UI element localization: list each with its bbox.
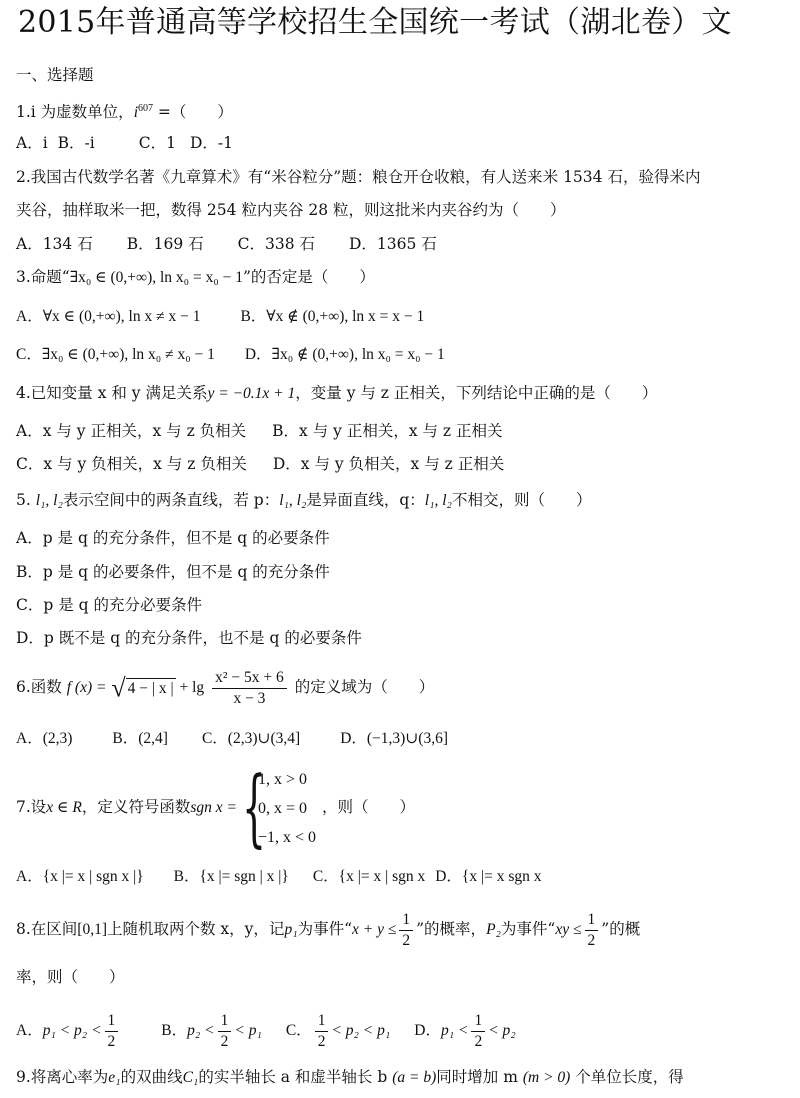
q1-stem-b: =（ ） [153,103,233,122]
q6-stem-b: 的定义域为（ ） [294,678,435,696]
q6-frac-num: x² − 5x + 6 [212,668,287,689]
q4-option-c: C．x 与 y 负相关，x 与 z 负相关 [16,455,247,473]
q3-option-a: A．∀x ∈ (0,+∞), ln x ≠ x − 1 [16,308,201,325]
q8-option-c-label: C． [285,1022,312,1039]
q8-option-d-right: < p₂ [488,1022,516,1039]
q1-stem-a: 1.i 为虚数单位， [16,103,134,122]
question-3 [16,266,375,289]
q7-options [16,866,542,888]
q8-option-b [161,1011,262,1050]
q8-option-c [285,1011,391,1050]
q7-stem-b: ，定义符号函数 [81,798,191,816]
q5-stem-c: 是异面直线，q： [306,491,425,509]
q5-option-b: B．p 是 q 的必要条件，但不是 q 的充分条件 [16,563,330,581]
q8-option-b-half-num: 1 [218,1011,232,1032]
q7-case-3: −1, x < 0 [257,828,316,846]
q5-stem-a: 5. [16,491,36,509]
q6-sqrt: √ 4 − | x | [111,673,174,703]
q6-option-d: D．(−1,3)∪(3,6] [340,730,449,747]
q4-stem-b: ，变量 y 与 z 正相关，下列结论中正确的是（ ） [295,384,658,402]
q6-frac-den: x − 3 [233,689,266,707]
q6-fraction [212,668,287,709]
q8-options [16,1008,516,1054]
question-6 [16,664,434,711]
q9-cond-2: (m > 0) [522,1069,571,1086]
q8-p1: p₁ [284,921,298,938]
q8-option-b-right: < p₁ [234,1022,262,1039]
q8-stem-c: 为事件“ [297,920,353,938]
q3-option-d: D．∃x₀ ∉ (0,+∞), ln x₀ = x₀ − 1 [244,346,445,363]
q2-option-a: A．134 石 [16,235,93,253]
q7-piecewise [241,757,322,856]
q8-option-d [414,1011,516,1050]
q5-expr-3: l₁, l₂ [424,492,452,509]
question-8 [16,906,640,953]
q8-stem-e: 为事件“ [500,920,556,938]
q7-option-a: A．{x |= x | sgn x |} [16,868,144,885]
q9-stem-a: 9.将离心率为 [16,1068,109,1086]
q6-sqrt-inner: 4 − | x | [127,679,174,697]
q9-stem-e: 个单位长度，得 [575,1068,684,1086]
q9-stem-b: 的双曲线 [120,1068,183,1086]
q7-case-2: 0, x = 0 [257,799,307,817]
q2-options [16,233,437,255]
q3-stem-b: ”的否定是（ ） [242,268,375,286]
q7-expr-2: sgn x = [190,799,238,816]
q5-stem-b: 表示空间中的两条直线，若 p： [62,491,280,509]
q3-option-b: B．∀x ∉ (0,+∞), ln x = x − 1 [240,308,425,325]
q8-line-2: 率，则（ ） [16,968,125,986]
q8-half-1-den: 2 [402,931,411,949]
q7-option-c: C．{x |= x | sgn x [312,868,426,885]
q8-option-d-left: p₁ < [440,1022,469,1039]
q5-option-c: C．p 是 q 的充分必要条件 [16,596,202,614]
q4-option-d: D．x 与 y 负相关，x 与 z 正相关 [272,455,505,473]
q5-option-a: A．p 是 q 的充分条件，但不是 q 的必要条件 [16,529,330,547]
q1-option-b: B．-i [57,134,95,152]
q4-stem-a: 4.已知变量 x 和 y 满足关系 [16,384,208,402]
section-heading: 一、选择题 [16,66,94,84]
q8-option-a-half [105,1011,119,1052]
q1-expr-base: i [133,104,138,122]
q6-fx: f (x) = [66,679,107,696]
q7-expr-1: x ∈ R [46,799,82,816]
question-1 [16,98,233,124]
q8-stem-f: ”的概 [601,920,641,938]
q6-plus-lg: + lg [175,679,205,696]
q6-option-a: A．(2,3) [16,730,73,747]
question-4 [16,382,657,405]
q6-options [16,728,448,750]
q8-half-1 [399,910,413,951]
q3-options-cd [16,344,445,366]
q8-stem-b: 上随机取两个数 x，y，记 [107,920,285,938]
q1-option-d: D．-1 [189,134,234,152]
q5-stem-d: 不相交，则（ ） [451,491,592,509]
question-5 [16,489,591,512]
q9-c1: C₁ [182,1069,199,1086]
q2-line-2: 夹谷，抽样取米一把，数得 254 粒内夹谷 28 粒，则这批米内夹谷约为（ ） [16,201,566,219]
q8-option-d-label: D． [414,1022,441,1039]
q8-interval: [0,1] [77,921,107,938]
q7-case-1: 1, x > 0 [257,770,307,788]
q8-event-1: x + y ≤ [352,921,397,938]
q7-option-d: D．{x |= x sgn x [435,868,542,885]
q6-option-c: C．(2,3)∪(3,4] [201,730,301,747]
q4-option-b: B．x 与 y 正相关，x 与 z 正相关 [272,422,503,440]
q9-stem-d: 同时增加 m [436,1068,518,1086]
q1-option-c: C．1 [138,134,176,152]
q5-expr-1: l₁, l₂ [35,492,63,509]
q2-option-b: B．169 石 [126,235,204,253]
q8-option-b-half [218,1011,232,1052]
q8-option-c-right: < p₂ < p₁ [331,1022,391,1039]
q7-option-b: B．{x |= sgn | x |} [173,868,289,885]
question-9 [16,1066,684,1089]
q7-stem-c: ，则（ ） [321,798,415,816]
q2-option-c: C．338 石 [237,235,315,253]
q8-option-c-half [315,1011,329,1052]
q2-line-1: 2.我国古代数学名著《九章算术》有“米谷粒分”题：粮仓开仓收粮，有人送来米 1534 石，验得米内 [16,168,701,186]
q5-expr-2: l₁, l₂ [279,492,307,509]
q4-options-cd [16,453,504,475]
q4-options-ab [16,420,503,442]
q3-option-c: C．∃x₀ ∈ (0,+∞), ln x₀ ≠ x₀ − 1 [16,346,215,363]
q8-option-d-half-den: 2 [474,1032,483,1050]
q8-p2: P₂ [486,921,501,938]
q1-option-a: A．i [16,134,48,152]
q8-half-2 [585,910,599,951]
q4-option-a: A．x 与 y 正相关，x 与 z 负相关 [16,422,247,440]
q8-option-a-half-num: 1 [105,1011,119,1032]
q8-option-d-half [471,1011,485,1052]
q9-stem-c: 的实半轴长 a 和虚半轴长 b [198,1068,388,1086]
page-title: 2015年普通高等学校招生全国统一考试（湖北卷）文 [18,5,732,40]
q8-option-b-half-den: 2 [220,1032,229,1050]
q4-expr: y = −0.1x + 1 [207,385,296,402]
q8-option-c-half-den: 2 [317,1032,326,1050]
q3-stem-a: 3.命题“ [16,268,70,286]
q5-option-d: D．p 既不是 q 的充分条件，也不是 q 的必要条件 [16,629,362,647]
q2-option-d: D．1365 石 [349,235,437,253]
q7-cases [258,765,316,852]
q8-half-2-den: 2 [587,931,596,949]
q8-stem-a: 8.在区间 [16,920,78,938]
q8-option-b-label: B． [161,1022,188,1039]
q9-e1: e₁ [108,1069,121,1086]
q6-option-b: B．(2,4] [112,730,168,747]
q8-option-a-label: A． [16,1022,43,1039]
q8-option-b-left: p₂ < [187,1022,215,1039]
q8-option-c-half-num: 1 [315,1011,329,1032]
q6-stem-a: 6.函数 [16,678,62,696]
q3-expr: ∃x₀ ∈ (0,+∞), ln x₀ = x₀ − 1 [69,269,243,286]
q1-options [16,132,233,154]
q7-stem-a: 7.设 [16,798,47,816]
q8-option-a-half-den: 2 [107,1032,116,1050]
q7-left-brace: { [241,757,267,856]
q3-options-ab [16,306,424,328]
q8-option-a-left: p₁ < p₂ < [42,1022,102,1039]
question-7 [16,757,415,856]
q8-stem-d: ”的概率， [416,920,487,938]
q8-option-a [16,1011,121,1050]
q1-expr-exp: 607 [138,103,153,114]
q9-cond-1: (a = b) [392,1069,437,1086]
q8-event-2: xy ≤ [555,921,582,938]
q8-half-2-num: 1 [585,910,599,931]
q8-half-1-num: 1 [399,910,413,931]
q8-option-d-half-num: 1 [471,1011,485,1032]
